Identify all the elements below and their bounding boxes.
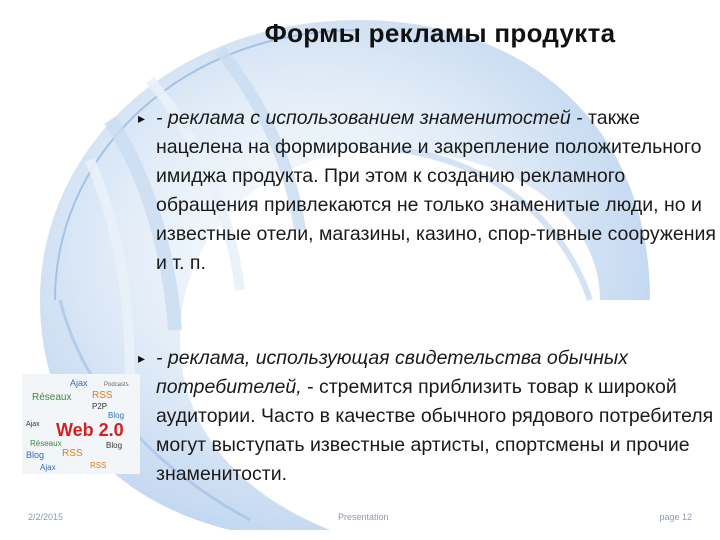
bullet-arrow-icon: ▸ xyxy=(138,350,146,366)
bullet-1 xyxy=(138,104,718,278)
cloud-word: RSS xyxy=(62,448,83,459)
cloud-word: Réseaux xyxy=(32,392,72,403)
cloud-word: RSS xyxy=(90,461,107,470)
footer-page-number: page 12 xyxy=(659,512,692,522)
cloud-word: Réseaux xyxy=(30,439,62,448)
cloud-word: RSS xyxy=(92,390,113,401)
bullet-1-italic: - реклама с использованием знаменитостей - xyxy=(156,107,583,129)
cloud-word: Ajax xyxy=(70,378,88,388)
web-2-0-word-cloud-image xyxy=(22,374,140,474)
cloud-word: Ajax xyxy=(40,463,56,472)
cloud-word: Podcasts xyxy=(104,382,129,388)
cloud-word: Ajax xyxy=(26,421,40,428)
bullet-arrow-icon: ▸ xyxy=(138,110,146,126)
bullet-1-normal: также нацелена на формирование и закрепление положительного имиджа продукта. При этом к созданию рекламного обращения привлекаются не только знаменитые люди, но и известные отели, магазины, казино, спор-тивные сооружения и т. п. xyxy=(156,107,716,274)
bullet-1-text xyxy=(156,104,718,278)
bullet-2 xyxy=(138,344,718,489)
cloud-word: Blog xyxy=(26,450,45,460)
bullet-2-text xyxy=(156,344,718,489)
footer-date: 2/2/2015 xyxy=(28,512,64,522)
cloud-word: Blog xyxy=(106,441,123,450)
bullet-2-normal: - стремится приблизить товар к широкой аудитории. Часто в качестве обычного рядового потребителя могут выступать известные артисты, спортсмены и прочие знаменитости. xyxy=(156,376,714,485)
footer-center: Presentation xyxy=(338,512,389,522)
bullet-2-italic: - реклама, использующая свидетельства обычных потребителей, xyxy=(156,347,628,398)
slide-title: Формы рекламы продукта xyxy=(264,18,616,48)
cloud-word: P2P xyxy=(92,402,108,411)
cloud-word: Blog xyxy=(108,411,125,420)
cloud-word: Web 2.0 xyxy=(56,420,124,440)
